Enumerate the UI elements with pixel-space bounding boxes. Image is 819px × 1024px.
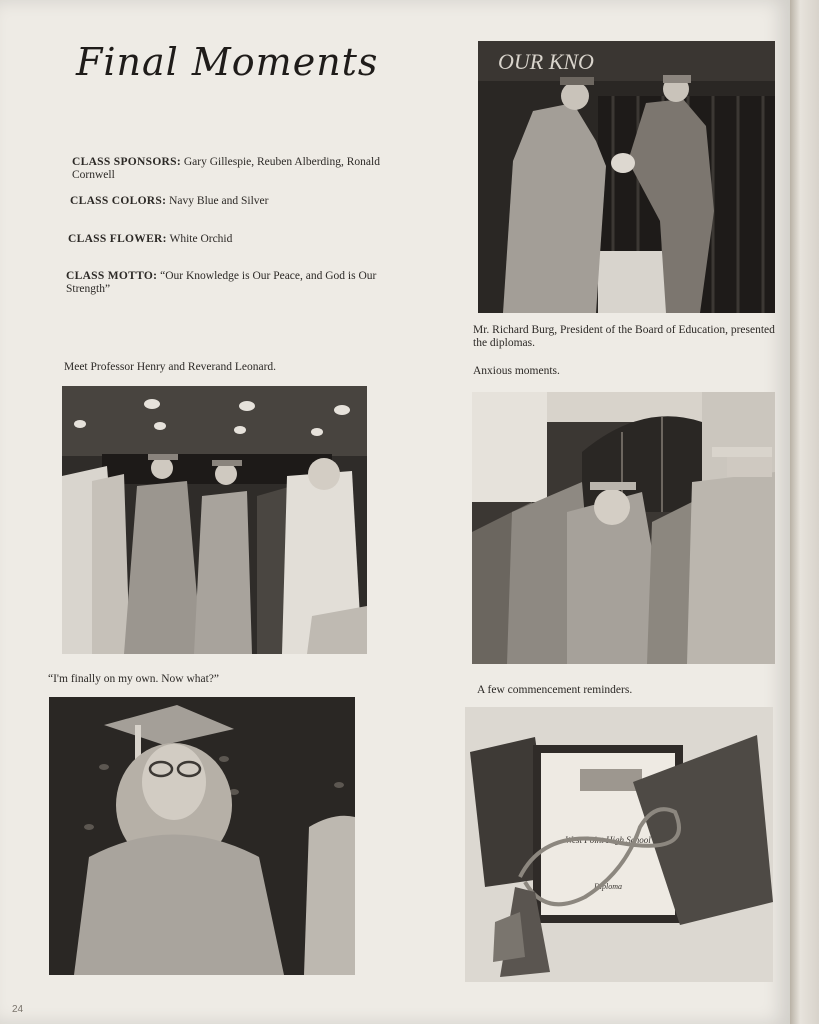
- photo-graduate-girl: [49, 697, 355, 975]
- class-colors-label: CLASS COLORS:: [70, 195, 167, 207]
- class-flower-label: CLASS FLOWER:: [68, 233, 167, 245]
- page-title: Final Moments: [76, 40, 379, 84]
- caption-meet-professor: Meet Professor Henry and Reverand Leonard.: [64, 361, 277, 373]
- diploma-school-text: West Point High School: [565, 835, 651, 845]
- class-motto: [66, 270, 406, 296]
- class-colors: [70, 195, 410, 208]
- class-flower: [68, 233, 408, 246]
- diploma-word-text: Diploma: [594, 882, 622, 891]
- class-sponsors: [72, 156, 407, 182]
- class-colors-value: Navy Blue and Silver: [166, 195, 269, 207]
- caption-anxious: Anxious moments.: [473, 365, 560, 377]
- page-number: 24: [12, 1004, 24, 1015]
- class-sponsors-value: Gary Gillespie, Reuben Alberding, Ronald Cornwell: [72, 156, 380, 181]
- class-motto-value: “Our Knowledge is Our Peace, and God is Our Strength”: [66, 270, 377, 295]
- photo-professor-reverend: [62, 386, 367, 654]
- stage-banner-text: OUR KNO: [498, 49, 594, 74]
- class-sponsors-label: CLASS SPONSORS:: [72, 156, 181, 168]
- adjacent-page-edge: [790, 0, 819, 1024]
- caption-finally-own: “I'm finally on my own. Now what?”: [48, 673, 220, 685]
- caption-diploma-presentation: Mr. Richard Burg, President of the Board of Education, presented the diplomas.: [473, 324, 775, 349]
- photo-anxious-moments: [472, 392, 775, 664]
- caption-reminders: A few commencement reminders.: [477, 684, 633, 696]
- class-motto-label: CLASS MOTTO:: [66, 270, 158, 282]
- photo-diploma-presentation: [478, 41, 775, 313]
- class-flower-value: White Orchid: [166, 233, 233, 245]
- photo-commencement-reminders: [465, 707, 773, 982]
